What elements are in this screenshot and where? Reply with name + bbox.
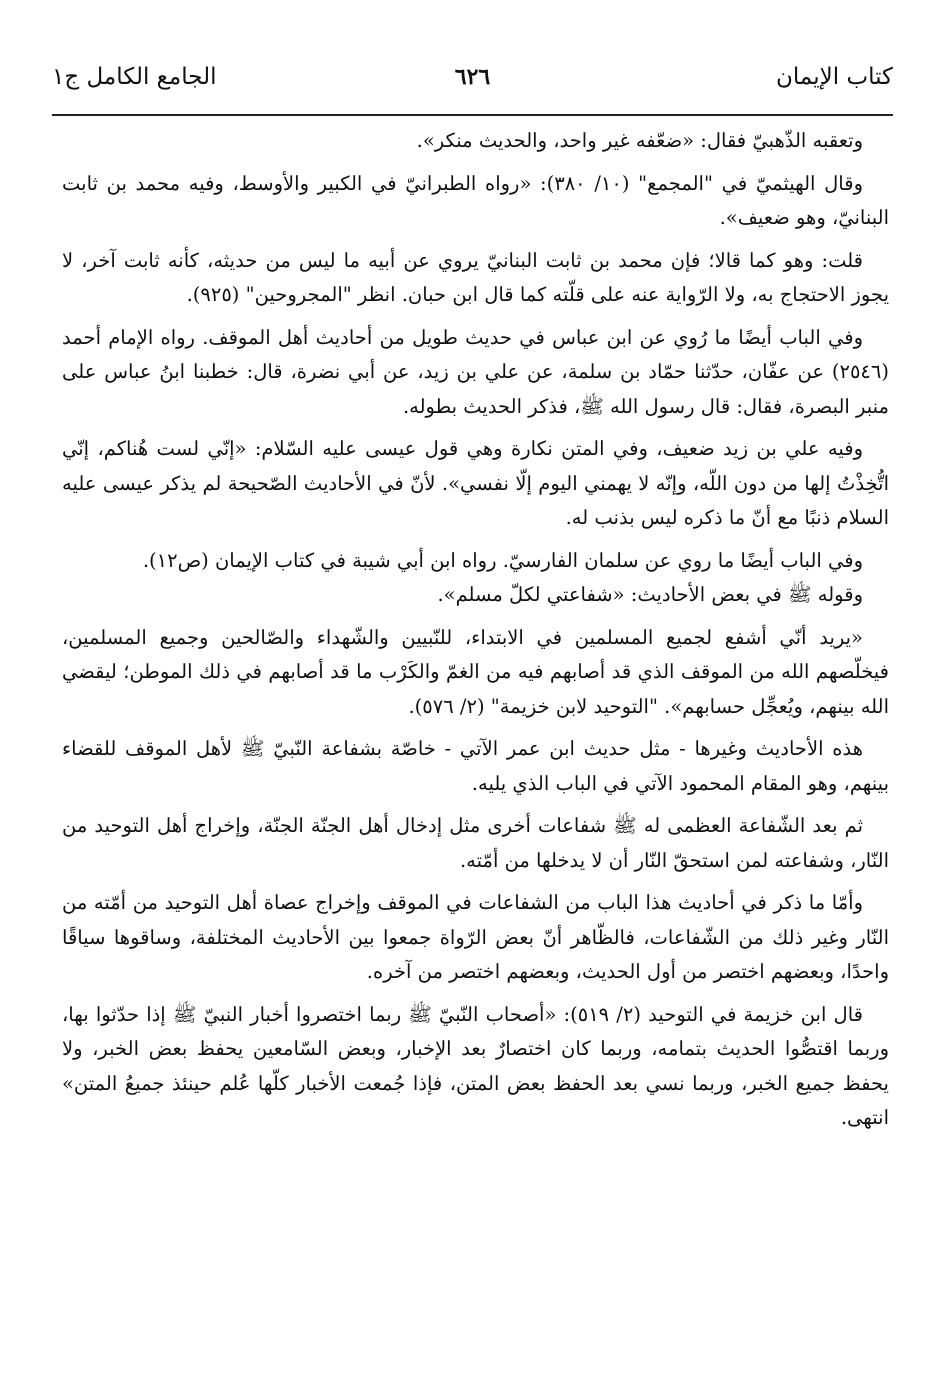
page-body (62, 124, 889, 1144)
paragraph-shafaati-hadith: وقوله ﷺ في بعض الأحاديث: «شفاعتي لكلّ مسلم». (437, 583, 863, 606)
book-title: كتاب الإيمان (776, 64, 893, 90)
paragraph-narrators-combined: وأمّا ما ذكر في أحاديث هذا الباب من الشفاعات في الموقف وإخراج عصاة أهل التوحيد من أمّته من النّار وغير ذلك من الشّفاعات، فالظّاهر أنّ بعض الرّواة جمعوا بين الأحاديث المختلفة، وساقوها سياقًا واحدًا، وبعضهم اختصر من أول الحديث، وبعضهم اختصر من آخره. (62, 891, 889, 983)
series-title: الجامع الكامل ج١ (52, 64, 217, 90)
paragraph-ibn-abbas-report: وفي الباب أيضًا ما رُوي عن ابن عباس في حديث طويل من أحاديث أهل الموقف. رواه الإمام أحمد (٢٥٤٦) عن عفّان، حدّثنا حمّاد بن سلمة، عن علي بن زيد، عن أبي نضرة، قال: خطبنا ابنُ عباس على منبر البصرة، فقال: قال رسول الله ﷺ، فذكر الحديث بطوله. (62, 325, 889, 418)
paragraph-greater-intercession: هذه الأحاديث وغيرها - مثل حديث ابن عمر الآتي - خاصّة بشفاعة النّبيّ ﷺ لأهل الموقف للقضاء بينهم، وهو المقام المحمود الآتي في الباب الذي يليه. (62, 737, 889, 795)
running-header (52, 58, 893, 98)
paragraph-author-note: قلت: وهو كما قالا؛ فإن محمد بن ثابت البنانيّ يروي عن أبيه ما ليس من حديثه، كأنه ثابت آخر، لا يجوز الاحتجاج به، ولا الرّواية عنه على قلّته كما قال ابن حبان. انظر "المجروحين" (٩٢٥). (62, 248, 889, 306)
header-divider (52, 114, 893, 116)
paragraph-other-intercessions: ثم بعد الشّفاعة العظمى له ﷺ شفاعات أخرى مثل إدخال أهل الجنّة الجنّة، وإخراج أهل التوحيد من النّار، وشفاعته لمن استحقّ النّار أن لا يدخلها من أمّته. (62, 814, 889, 872)
paragraph-isa-note: وفيه علي بن زيد ضعيف، وفي المتن نكارة وهي قول عيسى عليه السّلام: «إنّي لست هُناكم، إنّي اتُّخِذْتُ إلها من دون اللّه، وإنّه لا يهمني اليوم إلّا نفسي». لأنّ في الأحاديث الصّحيحة لم يذكر عيسى عليه السلام ذنبًا مع أنّ ما ذكره ليس بذنب له. (62, 437, 889, 529)
paragraph-salman-report: وفي الباب أيضًا ما روي عن سلمان الفارسيّ. رواه ابن أبي شيبة في كتاب الإيمان (ص١٢). (142, 548, 863, 572)
page-number: ٦٢٦ (454, 64, 491, 90)
paragraph-ibn-khuzaymah-explanation: «يريد أنّي أشفع لجميع المسلمين في الابتداء، للنّبيين والشّهداء والصّالحين وجميع المسلمين، فيخلّصهم الله من الموقف الذي قد أصابهم فيه من الغمّ والكَرْب ما قد أصابهم في ذلك الموطن؛ ليقضي الله بينهم، ويُعجِّل حسابهم». "التوحيد لابن خزيمة" (٢/ ٥٧٦). (62, 625, 889, 718)
paragraph-ibn-khuzaymah-quote: قال ابن خزيمة في التوحيد (٢/ ٥١٩): «أصحاب النّبيّ ﷺ ربما اختصروا أخبار النبيّ ﷺ إذا حدّثوا بها، وربما اقتصُّوا الحديث بتمامه، وربما كان اختصارٌ بعد الإخبار، وبعض السّامعين يحفظ بعض الخبر، ولا يحفظ جميع الخبر، وربما نسي بعد الحفظ بعض المتن، فإذا جُمعت الأخبار كلّها عُلم حينئذ جميعُ المتن» انتهى. (62, 1002, 889, 1129)
paragraph-haythami-quote: وقال الهيثميّ في "المجمع" (١٠/ ٣٨٠): «رواه الطبرانيّ في الكبير والأوسط، وفيه محمد بن ثابت البنانيّ، وهو ضعيف». (62, 171, 889, 229)
paragraph-dhahabi-comment: وتعقبه الذّهبيّ فقال: «ضعّفه غير واحد، والحديث منكر». (416, 129, 863, 152)
